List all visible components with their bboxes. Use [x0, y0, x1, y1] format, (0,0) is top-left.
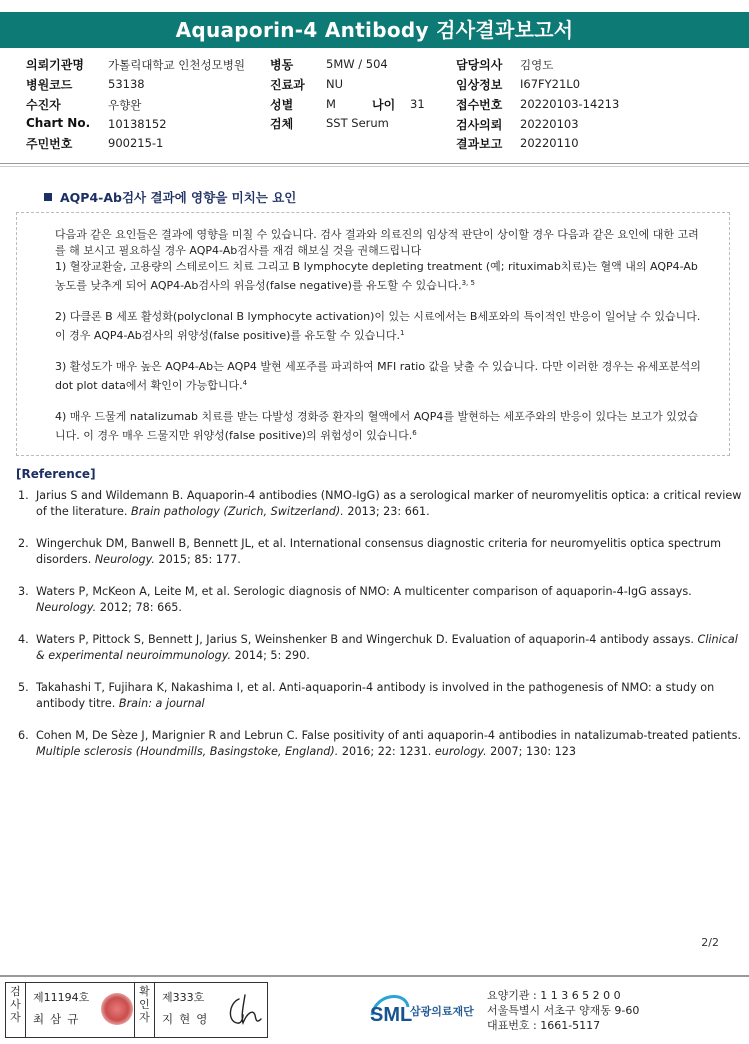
inspector-label: 검사자 — [6, 983, 26, 1037]
report-date-label: 결과보고 — [456, 137, 503, 151]
request-date-value: 20220103 — [520, 117, 579, 131]
citation-superscript: 3, 5 — [461, 279, 475, 287]
reference-tail: 2014; 5: 290. — [231, 649, 310, 662]
seal-icon — [101, 993, 133, 1025]
request-date-label: 검사의뢰 — [456, 118, 503, 132]
square-bullet-icon — [44, 193, 52, 201]
org-address: 서울특별시 서초구 양재동 9-60 — [487, 1004, 640, 1017]
org-contact — [487, 988, 639, 1033]
reference-tail: 2016; 22: 1231. — [338, 745, 435, 758]
citation-superscript: 1 — [400, 329, 405, 337]
reference-number: 6. — [18, 729, 29, 742]
doctor-value: 김영도 — [520, 58, 554, 72]
factor-item-1-text: 1) 혈장교환술, 고용량의 스테로이드 치료 그리고 B lymphocyte depleting treatment (예; rituximab치료)는 혈액 내의 AQP4-Ab농도를 낮추게 되어 AQP4-Ab검사의 위음성(false negative)를 유도할 수 있습니다. — [55, 260, 698, 292]
confirm-license-no: 제333호 — [162, 991, 205, 1004]
report-date-value: 20220110 — [520, 136, 579, 150]
hospital-code-value: 53138 — [108, 77, 145, 91]
citation-superscript: 4 — [242, 379, 248, 387]
confirm-stamp — [134, 982, 268, 1038]
sex-label: 성별 — [270, 98, 294, 112]
factor-item-3-text: 3) 활성도가 매우 높은 AQP4-Ab는 AQP4 발현 세포주를 파괴하여 MFI ratio 값을 낮출 수 있습니다. 다만 이러한 경우는 유세포분석의 dot plot data에서 확인이 가능합니다. — [55, 360, 701, 392]
reference-item — [18, 536, 748, 568]
receipt-no-value: 20220103-14213 — [520, 97, 620, 111]
factor-item-4 — [55, 409, 707, 444]
rrn-label: 주민번호 — [26, 137, 73, 151]
reference-item — [18, 632, 748, 664]
reference-journal: Brain: a journal — [118, 697, 205, 710]
factors-intro: 다음과 같은 요인들은 결과에 영향을 미칠 수 있습니다. 검사 결과와 의료진의 임상적 판단이 상이할 경우 다음과 같은 요인에 대한 고려를 해 보시고 필요하실 경우 AQP4-Ab검사를 재검 해보실 것을 권해드립니다 — [55, 228, 699, 257]
reference-tail: 2015; 85: 177. — [154, 553, 241, 566]
reference-text: Cohen M, De Sèze J, Marignier R and Lebrun C. False positivity of anti aquaporin-4 antibodies in natalizumab-treated patients. — [36, 729, 742, 742]
ward-label: 병동 — [270, 58, 294, 72]
reference-list — [18, 488, 748, 776]
factor-item-2 — [55, 309, 707, 344]
reference-item — [18, 728, 748, 760]
hospital-code-label: 병원코드 — [26, 78, 73, 92]
reference-number: 3. — [18, 585, 29, 598]
factor-item-2-text: 2) 다클론 B 세포 활성화(polyclonal B lymphocyte activation)이 있는 시료에서는 B세포와의 특이적인 반응이 일어날 수 있습니다. 이 경우 AQP4-Ab검사의 위양성(false positive)를 유도할 수 있습니다. — [55, 310, 701, 342]
age-value: 31 — [410, 97, 425, 111]
factor-item-1 — [55, 259, 707, 294]
reference-journal: Neurology. — [36, 601, 97, 614]
signature-icon — [225, 991, 265, 1029]
chart-no-value: 10138152 — [108, 117, 167, 131]
report-title: Aquaporin-4 Antibody 검사결과보고서 — [0, 12, 749, 48]
patient-label: 수진자 — [26, 98, 61, 112]
reference-text: Wingerchuk DM, Banwell B, Bennett JL, et al. International consensus diagnostic criteria for neuromyelitis optica spectrum disorders. — [36, 537, 721, 566]
rrn-value: 900215-1 — [108, 136, 164, 150]
dept-label: 진료과 — [270, 78, 305, 92]
reference-journal: eurology. — [434, 745, 487, 758]
org-name: 삼광의료재단 — [410, 1005, 474, 1018]
receipt-no-label: 접수번호 — [456, 98, 503, 112]
inspector-stamp — [5, 982, 155, 1038]
institution-value: 가톨릭대학교 인천성모병원 — [108, 58, 245, 72]
sex-value: M — [326, 97, 336, 111]
confirm-name: 지현영 — [162, 1012, 214, 1026]
reference-journal: Neurology. — [94, 553, 155, 566]
reference-number: 2. — [18, 537, 29, 550]
inspector-license-no: 제11194호 — [33, 991, 90, 1004]
factor-item-3 — [55, 359, 707, 394]
section-heading — [44, 190, 730, 206]
confirm-label: 확인자 — [135, 983, 155, 1037]
org-code: 요양기관 : 1 1 3 6 5 2 0 0 — [487, 989, 621, 1002]
reference-tail: 2012; 78: 665. — [96, 601, 182, 614]
reference-number: 1. — [18, 489, 29, 502]
reference-heading: [Reference] — [16, 467, 96, 481]
reference-tail: 2007; 130: 123 — [486, 745, 577, 758]
inspector-name: 최삼규 — [33, 1012, 85, 1026]
divider — [0, 166, 749, 167]
reference-tail: 2013; 23: 661. — [343, 505, 430, 518]
footer-divider — [0, 975, 749, 977]
reference-number: 5. — [18, 681, 29, 694]
divider — [0, 163, 749, 164]
reference-text: Takahashi T, Fujihara K, Nakashima I, et al. Anti-aquaporin-4 antibody is involved in the pathogenesis of NMO: a study on antibody titre. — [36, 681, 715, 710]
clinical-info-label: 임상정보 — [456, 78, 503, 92]
specimen-value: SST Serum — [326, 116, 389, 130]
sml-brand-text: SML — [370, 1004, 413, 1026]
reference-number: 4. — [18, 633, 29, 646]
factors-box — [16, 212, 730, 456]
age-label: 나이 — [372, 98, 396, 112]
influencing-factors-section — [16, 190, 730, 456]
specimen-label: 검체 — [270, 117, 294, 131]
patient-info-block — [0, 56, 749, 156]
reference-text: Waters P, Pittock S, Bennett J, Jarius S, Weinshenker B and Wingerchuk D. Evaluation of aquaporin-4 antibody assays. — [36, 633, 698, 646]
org-phone: 대표번호 : 1661-5117 — [487, 1019, 601, 1032]
doctor-label: 담당의사 — [456, 58, 503, 72]
reference-journal: Multiple sclerosis (Houndmills, Basingstoke, England). — [36, 745, 339, 758]
reference-journal: Brain pathology (Zurich, Switzerland). — [131, 505, 344, 518]
chart-no-label: Chart No. — [26, 116, 91, 130]
reference-text: Waters P, McKeon A, Leite M, et al. Serologic diagnosis of NMO: A multicenter comparison of aquaporin-4-IgG assays. — [36, 585, 692, 598]
reference-item — [18, 680, 748, 712]
citation-superscript: 6 — [412, 429, 417, 437]
clinical-info-value: I67FY21L0 — [520, 77, 581, 91]
institution-label: 의뢰기관명 — [26, 58, 84, 72]
reference-item — [18, 584, 748, 616]
reference-text: Jarius S and Wildemann B. Aquaporin-4 antibodies (NMO-IgG) as a serological marker of neuromyelitis optica: a critical review of the literature. — [36, 489, 742, 518]
page-number: 2/2 — [701, 936, 719, 949]
patient-value: 우향완 — [108, 98, 142, 112]
reference-item — [18, 488, 748, 520]
reference-journal: Clinical & experimental neuroimmunology. — [36, 633, 738, 662]
dept-value: NU — [326, 77, 344, 91]
factor-item-4-text: 4) 매우 드물게 natalizumab 치료를 받는 다발성 경화증 환자의 혈액에서 AQP4를 발현하는 세포주와의 반응이 있다는 보고가 있었습니다. 이 경우 매우 드물지만 위양성(false positive)의 위험성이 있습니다. — [55, 410, 699, 442]
ward-value: 5MW / 504 — [326, 57, 388, 71]
section-heading-text: AQP4-Ab검사 결과에 영향을 미치는 요인 — [60, 190, 297, 205]
